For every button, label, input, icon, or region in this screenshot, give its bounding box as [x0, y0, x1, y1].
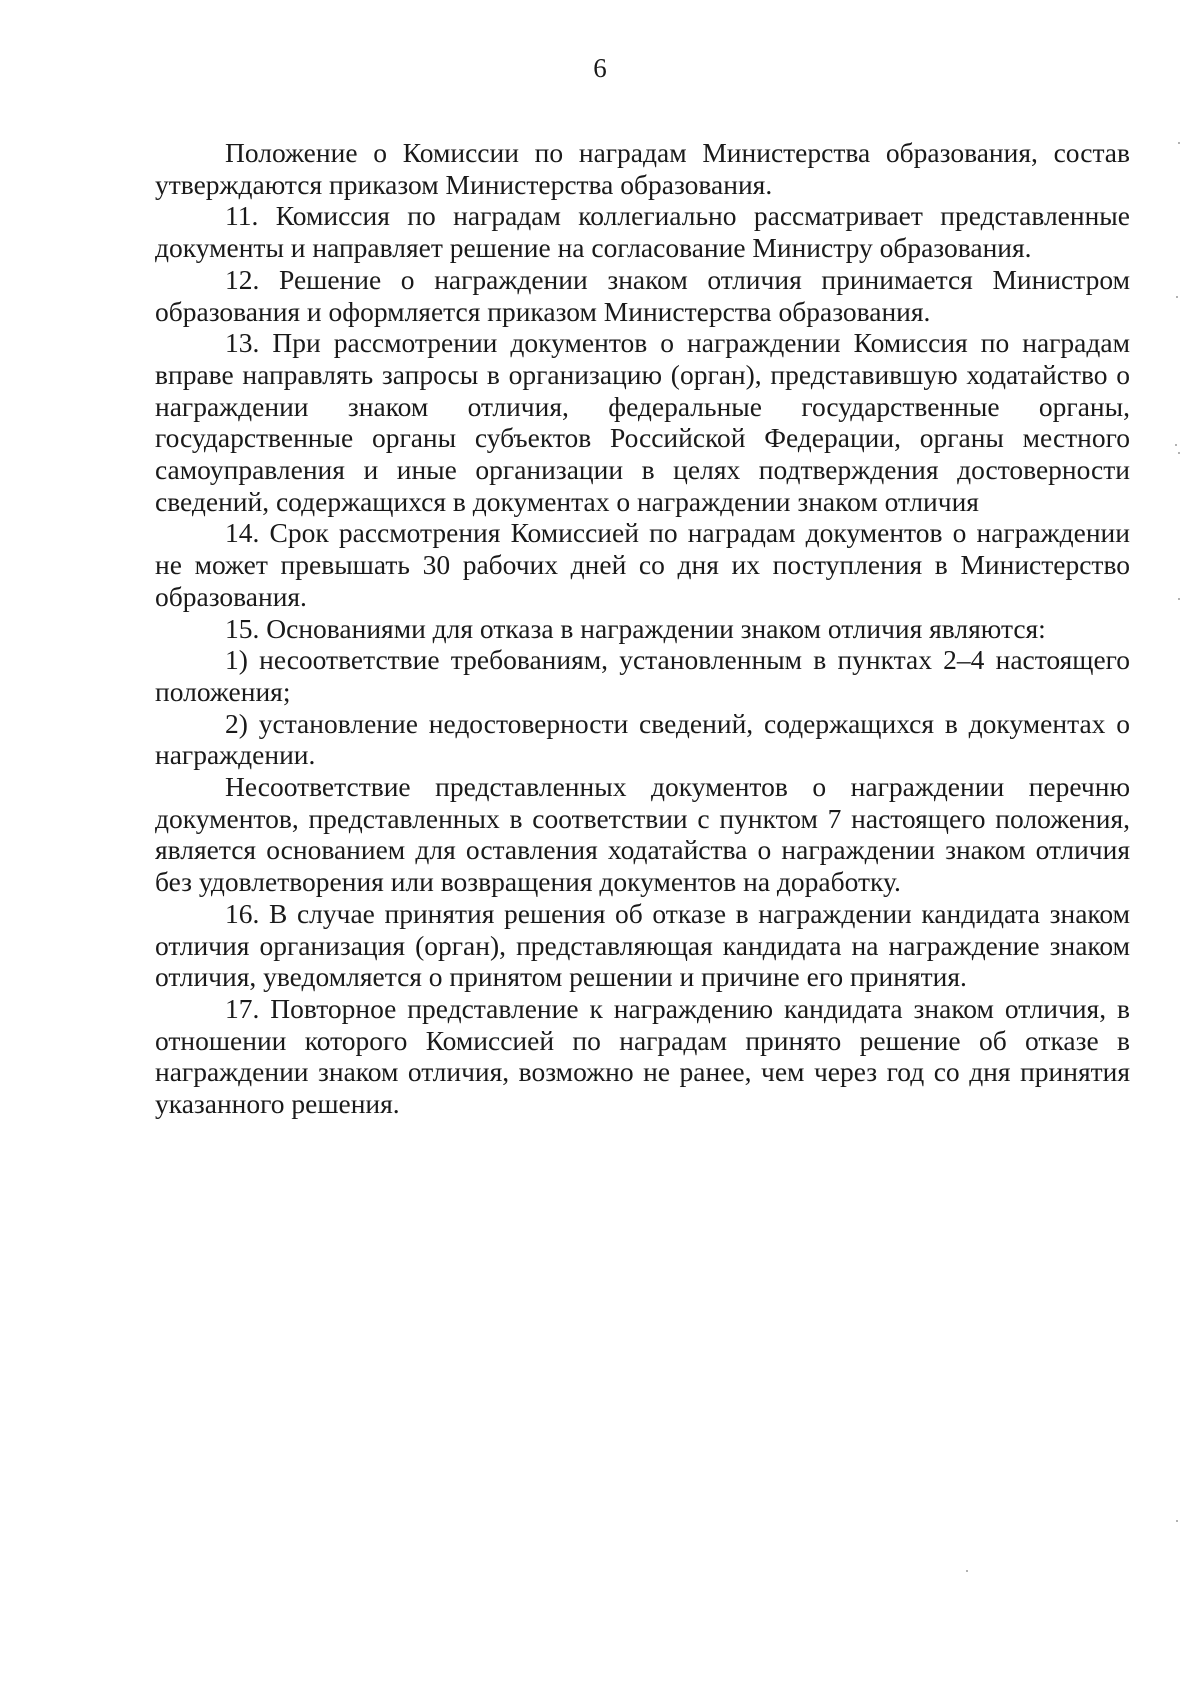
page-number: 6	[593, 53, 607, 83]
paragraph: Несоответствие представленных документов о награждении перечню документов, представленных в соответствии с пунктом 7 настоящего положения, является основанием для оставления ходатайства о награждении знаком отличия без удовлетворения или возвращения документов на доработку.	[155, 771, 1130, 898]
paragraph: 16. В случае принятия решения об отказе в награждении кандидата знаком отличия организация (орган), представляющая кандидата на награждение знаком отличия, уведомляется о принятом решении и причине его принятия.	[155, 897, 1130, 993]
scan-speck	[1176, 296, 1178, 298]
paragraph: 12. Решение о награждении знаком отличия принимается Министром образования и оформляется приказом Министерства образования.	[155, 263, 1130, 327]
paragraph: 2) установление недостоверности сведений, содержащихся в документах о награждении.	[155, 707, 1130, 771]
paragraph: 15. Основаниями для отказа в награждении знаком отличия являются:	[225, 612, 1046, 644]
scan-speck	[1178, 452, 1180, 454]
scan-speck	[1178, 598, 1180, 600]
paragraph: 17. Повторное представление к награждению кандидата знаком отличия, в отношении которого Комиссией по наградам принято решение об отказе в награждении знаком отличия, возможно не ранее, чем через год со дня принятия указанного решения.	[155, 992, 1130, 1120]
paragraph: 14. Срок рассмотрения Комиссией по наградам документов о награждении не может превышать 30 рабочих дней со дня их поступления в Министерство образования.	[155, 517, 1130, 612]
scan-speck	[1176, 1520, 1178, 1522]
paragraph: 1) несоответствие требованиям, установленным в пунктах 2–4 настоящего положения;	[155, 644, 1130, 707]
paragraph: Положение о Комиссии по наградам Министерства образования, состав утверждаются приказом Министерства образования.	[155, 137, 1130, 200]
paragraph: 11. Комиссия по наградам коллегиально рассматривает представленные документы и направляет решение на согласование Министру образования.	[155, 200, 1130, 264]
scan-speck	[966, 1570, 968, 1572]
scan-speck	[1178, 142, 1180, 144]
scan-speck	[1175, 444, 1177, 446]
document-body	[155, 137, 1130, 1120]
paragraph: 13. При рассмотрении документов о награждении Комиссия по наградам вправе направлять запросы в организацию (орган), представившую ходатайство о награждении знаком отличия, федеральные государственные органы, государственные органы субъектов Российской Федерации, органы местного самоуправления и иные организации в целях подтверждения достоверности сведений, содержащихся в документах о награждении знаком отличия	[155, 327, 1130, 517]
